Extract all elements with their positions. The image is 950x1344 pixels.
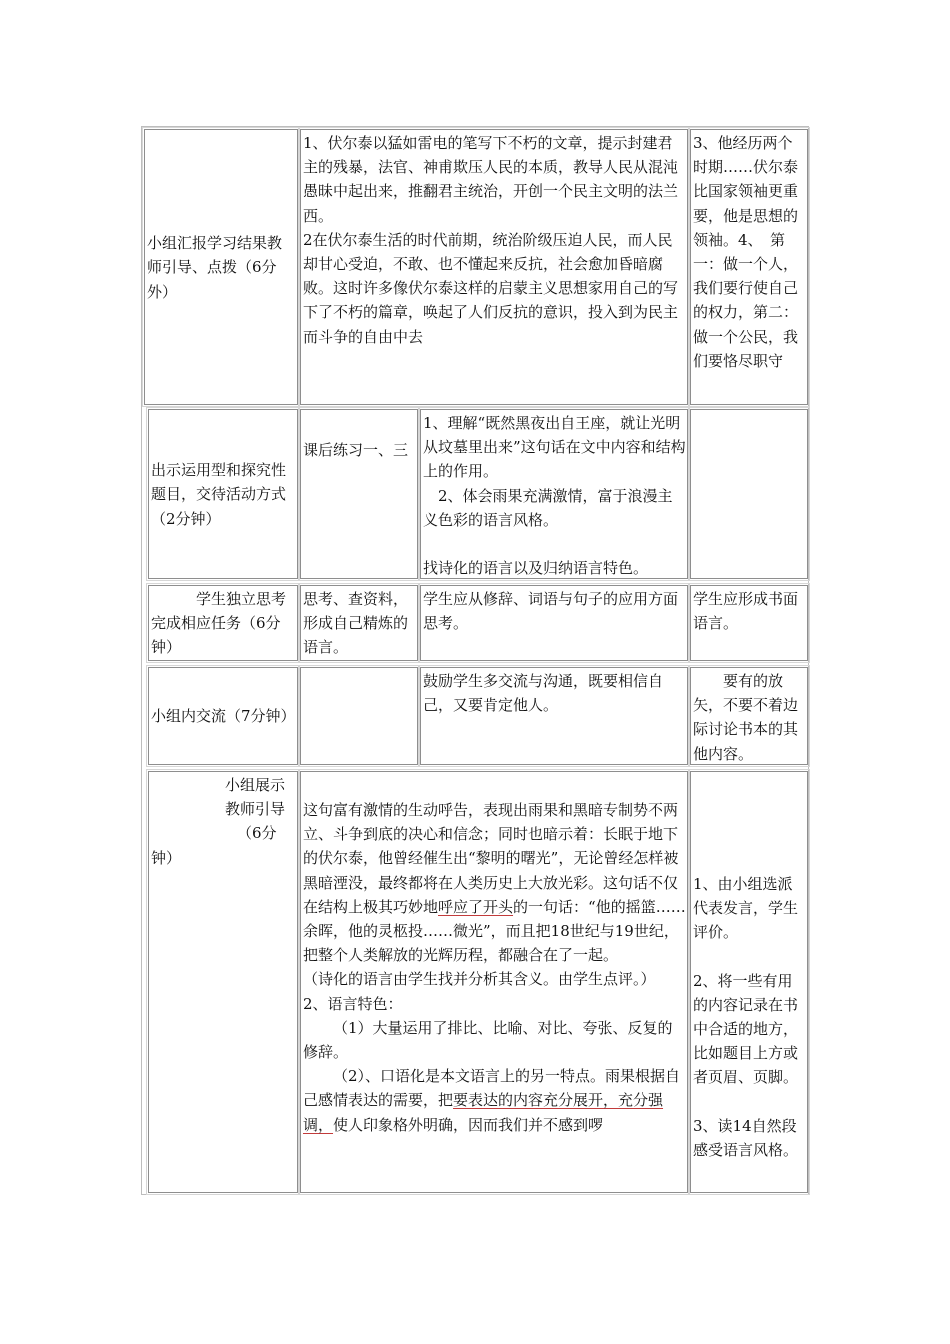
row2-activity-text: 课后练习一、三 [303, 441, 409, 459]
row2-content-p3 [423, 532, 686, 556]
row5-note-p1: 1、由小组选派代表发言，学生评价。 [693, 875, 799, 942]
row4-note-text: 要有的放矢，不要不着边际讨论书本的其他内容。 [693, 672, 799, 763]
row5-stage-line2: 教师引导 [225, 800, 286, 819]
row5-p1-text: 这句富有激情的生动呼告，表现出雨果和黑暗专制势不两立、斗争到底的决心和信念；同时也暗示着：长眠于地下的伏尔泰，他曾经催生出“黎明的曙光”，无论曾经怎样被黑暗湮没，最终都将在人类历史上大放光彩。这句话不仅在结构上极其巧妙地 [303, 801, 679, 916]
row3-activity-text: 思考、查资料，形成自己精炼的语言。 [303, 590, 409, 657]
row4-activity-cell [300, 667, 418, 765]
row3-content-text: 学生应从修辞、词语与句子的应用方面思考。 [423, 590, 679, 633]
row5-content-p2: （诗化的语言由学生找并分析其含义。由学生点评。） [303, 970, 656, 989]
row2-stage-cell [148, 409, 317, 579]
row2-content-cell [420, 409, 688, 579]
row1-stage-cell [144, 129, 298, 405]
lesson-plan-table [141, 126, 809, 1195]
row5-content-p1 [303, 798, 686, 967]
row2-activity-cell [300, 409, 418, 579]
row2-note-cell [690, 409, 808, 579]
row3-activity-cell [300, 585, 418, 661]
row3-note-cell [690, 585, 808, 661]
row5-stage-cell [148, 771, 298, 1193]
row5-stage-line3: （6分 [237, 824, 277, 843]
row4-content-text: 鼓励学生多交流与沟通，既要相信自己，又要肯定他人。 [423, 672, 664, 715]
row4-note-cell [690, 667, 808, 765]
row2-content-p2: 2、体会雨果充满激情，富于浪漫主义色彩的语言风格。 [423, 486, 673, 529]
row5-stage-line1: 小组展示 [225, 776, 286, 794]
row5-p1-rest: 的一句话：“他的摇篮……余晖，他的灵柩投……微光”，而且把18世纪与19世纪，把整个人类解放的光辉历程，都融合在了一起。 [303, 897, 686, 965]
row1-note-cell [690, 129, 808, 405]
row3-stage-cell [148, 585, 298, 661]
row1-content-p2: 2在伏尔泰生活的时代前期，统治阶级压迫人民，而人民却甘心受迫，不敢、也不懂起来反抗，社会愈加昏暗腐败。这时许多像伏尔泰这样的启蒙主义思想家用自己的写下了不朽的篇章，唤起了人们反抗的意识，投入到为民主而斗争的自由中去 [303, 230, 679, 346]
row1-stage-text: 小组汇报学习结果教师引导、点拨（6分外） [147, 234, 283, 301]
row2-stage-text: 出示运用型和探究性题目，交待活动方式 （2分钟） [151, 461, 317, 528]
row1-content-p1: 1、伏尔泰以猛如雷电的笔写下不朽的文章，提示封建君主的残暴，法官、神甫欺压人民的本质，教导人民从混沌愚昧中起出来，推翻君主统治，开创一个民主文明的法兰西。 [303, 134, 679, 225]
row3-note-text: 学生应形成书面语言。 [693, 590, 799, 633]
row5-p5-rest: 使人印象格外明确，因而我们并不感到啰 [333, 1115, 604, 1134]
row5-content-p4: （1）大量运用了排比、比喻、对比、夸张、反复的修辞。 [303, 1018, 673, 1062]
row2-content-p1: 1、理解“既然黑夜出自王座，就让光明从坟墓里出来”这句话在文中内容和结构上的作用。 [423, 414, 686, 481]
row1-content-cell [300, 129, 688, 405]
row3-content-cell [420, 585, 688, 661]
row5-content-p5 [303, 1064, 686, 1137]
row2-content-p4: 找诗化的语言以及归纳语言特色。 [423, 559, 649, 578]
row3-stage-text: 学生独立思考完成相应任务（6分钟） [151, 590, 287, 657]
row5-p5-text: （2）、口语化是本文语言上的另一特点。雨果根据自己感情表达的需要，把 [303, 1067, 681, 1110]
row5-note-spacer1 [693, 945, 806, 969]
row5-content-cell [300, 771, 688, 1193]
row1-note-text: 3、他经历两个时期……伏尔泰比国家领袖更重要，他是思想的领袖。4、 第一：做一个人，我们要行使自己的权力，第二：做一个公民，我们要恪尽职守 [693, 134, 799, 370]
row5-content-p3: 2、语言特色： [303, 994, 403, 1013]
row5-note-spacer2 [693, 1090, 806, 1114]
row5-note-p2: 2、将一些有用的内容记录在书中合适的地方，比如题目上方或者页眉、页脚。 [693, 971, 799, 1087]
row4-content-cell [420, 667, 688, 765]
row5-note-cell [690, 771, 808, 1193]
row5-p1-underline: 呼应了开头 [438, 897, 514, 916]
row4-stage-text: 小组内交流（7分钟） [151, 707, 296, 726]
row5-p5-underline: 要表达的内容充分展开，充分强调， [303, 1091, 664, 1134]
row5-note-p3: 3、读14自然段感受语言风格。 [693, 1116, 799, 1159]
row5-stage-line4: 钟） [151, 848, 182, 867]
row4-stage-cell [148, 667, 298, 765]
